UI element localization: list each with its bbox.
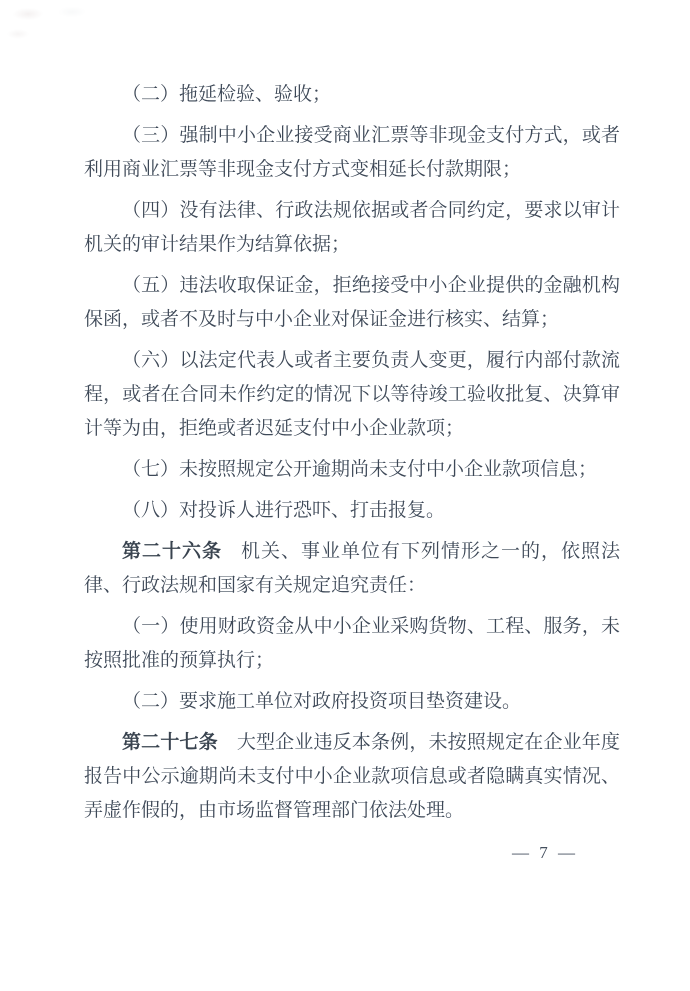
scan-artifact xyxy=(0,0,120,70)
paragraph-text: （八）对投诉人进行恐吓、打击报复。 xyxy=(122,500,446,521)
paragraph-text: （五）违法收取保证金，拒绝接受中小企业提供的金融机构保函，或者不及时与中小企业对保证金进行核实、结算； xyxy=(84,275,620,330)
paragraph xyxy=(84,494,620,528)
paragraph xyxy=(84,119,620,187)
article-number: 第二十六条 xyxy=(122,541,222,562)
paragraph-text: 大型企业违反本条例，未按照规定在企业年度报告中公示逾期尚未支付中小企业款项信息或者隐瞒真实情况、弄虚作假的，由市场监督管理部门依法处理。 xyxy=(84,732,620,821)
paragraph xyxy=(84,344,620,446)
paragraph-article-27 xyxy=(84,726,620,828)
paragraph-text: （六）以法定代表人或者主要负责人变更，履行内部付款流程，或者在合同未作约定的情况下以等待竣工验收批复、决算审计等为由，拒绝或者迟延支付中小企业款项； xyxy=(84,350,620,439)
paragraph xyxy=(84,453,620,487)
paragraph xyxy=(84,194,620,262)
paragraph xyxy=(84,78,620,112)
paragraph xyxy=(84,610,620,678)
paragraph-text: （七）未按照规定公开逾期尚未支付中小企业款项信息； xyxy=(122,459,598,480)
paragraph-text: 机关、事业单位有下列情形之一的，依照法律、行政法规和国家有关规定追究责任： xyxy=(84,541,620,596)
paragraph-text: （二）拖延检验、验收； xyxy=(122,84,332,105)
paragraph-text: （四）没有法律、行政法规依据或者合同约定，要求以审计机关的审计结果作为结算依据； xyxy=(84,200,620,255)
article-number: 第二十七条 xyxy=(122,732,218,753)
paragraph-text: （三）强制中小企业接受商业汇票等非现金支付方式，或者利用商业汇票等非现金支付方式变相延长付款期限； xyxy=(84,125,620,180)
document-body xyxy=(84,78,620,865)
paragraph-article-26 xyxy=(84,535,620,603)
paragraph xyxy=(84,685,620,719)
paragraph-text: （一）使用财政资金从中小企业采购货物、工程、服务，未按照批准的预算执行； xyxy=(84,616,620,671)
page-number: — 7 — xyxy=(512,843,578,862)
paragraph xyxy=(84,269,620,337)
paragraph-text: （二）要求施工单位对政府投资项目垫资建设。 xyxy=(122,691,522,712)
